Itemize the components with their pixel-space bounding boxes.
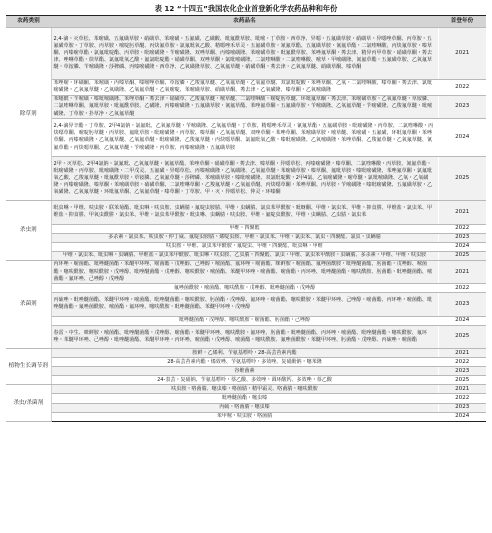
- category-cell: 杀虫剂: [6, 201, 51, 261]
- products-cell: 丙环唑・嘧菌酯、吡唑醚菌酯・苯醚甲环唑、嘧菌酯・戊唑醇、己唑醇・嘧菌酯、氟环唑・嘧菌酯、咪鲜胺・嘧菌酯、氟唑菌酰胺・吡唑醚菌酯、肟菌酯・戊唑醇、嘧菌酯・噻呋酰胺、噻呋酰胺・戊唑醇、吡唑醚菌酯・戊唑醇、噻呋酰胺・嘧菌酯、苯醚甲环唑・嘧菌酯、嘧菌酯・丙环唑、吡唑醚菌酯・噻呋酰胺、肟菌酯・吡唑醚菌酯、嘧菌酯・氟环唑、己唑醇・戊唑醇: [51, 260, 438, 283]
- table-row: [6, 242, 486, 251]
- category-cell: 除草剂: [6, 28, 51, 201]
- table-body: [6, 28, 486, 422]
- table-row: [6, 233, 486, 242]
- products-cell: 苯甲嘧・呋虫胺・咯菌腈: [51, 412, 438, 421]
- products-cell: 吡虫啉・甲维、呋虫胺・联苯菊酯、吡虫啉・呋虫胺、虫螨腈・氟啶虫胺腈、甲维・虫螨腈、氯虫苯甲酰胺・吡蚜酮、甲维・氯虫苯、甲维・抑食肼、甲维盐・氯虫苯、甲维盐・抑食肼、甲氧虫酰肼・氯虫苯、甲维・氯虫苯甲酰胺・吡虫啉、虫螨腈・呋虫胺、甲维・氟啶虫酰胺、甲维・虫螨腈、乙虫腈・氯虫苯: [51, 201, 438, 224]
- table-row: [6, 284, 486, 293]
- year-cell: 2022: [438, 284, 486, 293]
- year-cell: 2021: [438, 260, 486, 283]
- products-cell: 苯噻酰・苄嘧磺・嗪吡嘧磺隆、苯唑草酮・莠去津・硝磺草、乙羧氟草醚・嘧草醚、二氯喹啉酸・嘧啶肟草醚、环吡氟草酮・莠去津、苯嘧磺草胺・乙氧氟草醚・草铵膦、二氯喹啉草酮、氟吡草胺・吡氟酰草胺、乙磺隆、丙嗪嘧磺隆・五氟磺草胺・氰氟草酯、苯唑氟草酮・五氟磺草胺・苄嘧磺隆、乙氧氟草醚・苄嘧磺隆、乙羧氟草醚・吡嘧磺隆、丁草胺・扑草净・乙氧氟草醚: [51, 95, 438, 118]
- year-cell: 2025: [438, 376, 486, 385]
- table-row: [6, 119, 486, 157]
- table-row: [6, 251, 486, 260]
- table-row: [6, 156, 486, 201]
- year-cell: 2022: [438, 224, 486, 233]
- products-cell: 吡唑醚菌酯・噻虫嗪: [51, 394, 438, 403]
- year-cell: 2025: [438, 251, 486, 260]
- products-cell: 2,4-滴异辛酯・丁草胺、2甲4氯钠・氯氟吡、乙氧氟草醚・苄嘧磺隆、乙氧氟草醚・丁草胺、精噁唑禾草灵・氰氟草酯・五氟磺草胺・吡嘧磺隆・丙草胺、二氯喹啉酸・丙炔噁草酮、嘧啶肟草醚・丙草胺、氟吡草胺・吡嘧磺隆・丙草胺、嗪草酮・乙氧氟草醚、双唑草酮・苯唑草酮、苯嘧磺草胺・嘧草醚、苯嘧磺・五氟磺、环吡氟草酮・苯唑草酮、丙嗪嘧磺隆・乙氧氟草醚、乙氧氟草醚・吡嘧磺隆、乙羧氟草醚・丙炔噁草酮、氯氟吡氧乙酸・嗪吡嘧磺隆、乙氧嘧磺隆・苯唑草酮、乙羧氟草醚・乙氧氟草醚、氰氟草酯・丙炔噁草酮、乙氧氟草醚・苄嘧磺隆・丙草胺、丙嗪嘧磺隆・五氟磺草胺: [51, 119, 438, 157]
- products-cell: 呋虫胺・咯菌腈、噻虫嗪・咯菌腈・精甲霜灵、咯菌腈・噻呋酰胺: [51, 385, 438, 394]
- table-row: [6, 201, 486, 224]
- year-cell: 2023: [438, 233, 486, 242]
- year-cell: 2024: [438, 119, 486, 157]
- year-cell: 2024: [438, 242, 486, 251]
- products-cell: 多杀素・氯虫苯、呋虫胺・仲丁威、氟啶虫胺腈・烯啶虫胺、甲维・氯虫苯、甲维・氯虫苯、氯虫・四聚醛、氯虫・虫螨腈: [51, 233, 438, 242]
- table-row: [6, 403, 486, 412]
- table-row: [6, 367, 486, 376]
- table-row: [6, 394, 486, 403]
- products-cell: 春雷・中生、咪鲜胺・嘧菌酯、吡唑醚菌酯・戊唑醇、嘧菌酯・苯醚甲环唑、噻呋酰胺・氟环唑、肟菌酯・吡唑醚菌酯、丙环唑・嘧菌酯、吡唑醚菌酯・噻呋酰胺、氟环唑・苯醚甲环唑、己唑醇・吡唑醚菌酯、苯醚甲环唑・丙环唑、嘧菌酯・戊唑醇、嘧菌酯・噻呋酰胺、氟唑菌酰胺・苯醚甲环唑、肟菌酯・戊唑醇、丙硫唑・嘧菌酯: [51, 325, 438, 348]
- year-cell: 2025: [438, 325, 486, 348]
- pesticide-table: [6, 15, 486, 422]
- year-cell: 2021: [438, 349, 486, 358]
- table-row: [6, 260, 486, 283]
- products-cell: 28-高芸苔素内酯・烯效唑、苄氨基嘌呤・多效唑、复硝酚钠・噻苯隆: [51, 358, 438, 367]
- products-cell: 呋虫胺・甲维、氯虫苯甲酰胺・氟啶虫、甲维・四聚醛、吡虫啉・甲维: [51, 242, 438, 251]
- header-year: 首登年份: [438, 16, 486, 28]
- table-row: [6, 412, 486, 421]
- year-cell: 2023: [438, 403, 486, 412]
- products-cell: 2甲・灭草松、2甲4氯钠・氯氟吡、乙氧氟草醚・氰氟草酯、苯唑草酮・硝磺草酮・莠去津、嗪草酮・异噁草松、丙嗪嘧磺隆・嗪草酮、二氯喹啉酸・丙草胺、氰氟草酯・吡嘧磺隆・丙草胺、吡嘧磺隆・二甲戊灵、五氟磺・异噁草松、丙嗪嘧磺隆・乙氧磺隆、乙氧氟草醚・苯嘧磺草胺・嗪草酮、氟吡草胺・嗪吡嘧磺隆、苯唑氟草酮・氯氟吡氧乙酸、乙羧氟草醚・吡氟酰草胺・草铵膦、乙氧氟草醚・莎稗磷、苯嘧磺草胺・嗪吡嘧磺隆、双氯吡啶酸・2甲4氯、乙氧嘧磺隆・嘧草醚・氯吡嘧磺隆、乙氧・乙氧磺隆・丙嗪嘧磺隆、嗪草酮・苯嘧磺草胺・硝磺草酮、二氯喹啉草酮・乙羧氟草醚・乙氧氟草醚、丙炔噁草酮・苯唑草酮、丙草胺・苄嘧磺隆・嗪吡嘧磺隆、五氟磺草胺・乙氧磺隆、乙氧氟草醚・环吡氟草酮、乙氧氟草醚・嗪草酮・丁草胺、甲・灭・异噁草松、仲灵・环嗪酮: [51, 156, 438, 201]
- table-header-row: [6, 16, 486, 28]
- table-row: [6, 325, 486, 348]
- year-cell: 2025: [438, 156, 486, 201]
- products-cell: 胺鲜・乙烯利、苄氨基嘌呤・28-高芸苔素内酯: [51, 349, 438, 358]
- table-row: [6, 385, 486, 394]
- year-cell: 2022: [438, 79, 486, 95]
- products-cell: 氟唑菌酰胺・嘧菌酯、噻呋酰胺・戊唑醇、吡唑醚菌酯・戊唑醇: [51, 284, 438, 293]
- table-row: [6, 349, 486, 358]
- products-cell: 苯唑嘧・环磺酮、苯嘧磺・丙嗪草酮、嗪嘧唑草酮、草铵膦・乙羧氟草醚、乙氧氟草醚・乙氧氟草醚、双氯吡啶酸・苯唑草酮、乙氧・二氯喹啉酸、嗪草酮・莠去津、氯吡嘧磺隆・乙氧氟草醚・乙氧磺隆、乙氧氟草醚・乙氧嘧啶、苯嘧磺草胺、硝磺草酮、莠去津・乙氧磺隆、嗪草酮・乙氧嘧磺隆: [51, 79, 438, 95]
- header-products: 农药品名: [51, 16, 438, 28]
- products-cell: 丙硫・咯菌腈・噻虫嗪: [51, 403, 438, 412]
- year-cell: 2022: [438, 358, 486, 367]
- table-row: [6, 293, 486, 316]
- year-cell: 2024: [438, 412, 486, 421]
- products-cell: 甲维・四聚醛: [51, 224, 438, 233]
- products-cell: 甲维・氯虫苯、吡虫啉・虫螨腈、甲维盐・氯虫苯甲酰胺、吡虫啉・呋虫胺、乙虫腈・四聚醛、氯虫・甲维、氯虫苯甲酰胺・虫螨腈、多杀素・甲维、甲维・呋虫胺: [51, 251, 438, 260]
- category-cell: 植物生长调节剂: [6, 349, 51, 385]
- category-cell: 杀虫/杀菌剂: [6, 385, 51, 421]
- year-cell: 2021: [438, 385, 486, 394]
- products-cell: 谷维菌素: [51, 367, 438, 376]
- year-cell: 2022: [438, 394, 486, 403]
- table-caption: 表 12 “十四五”我国农化企业首登新化学农药品种和年份: [154, 4, 338, 13]
- table-row: [6, 316, 486, 325]
- products-cell: 2,4-滴・灭草松、苯嘧磺、五氟磺草胺・硝磺草、苯嘧磺・五氟磺、乙磺酸、吡氟酰草胺、吡嘧・丁草胺・西草净、异噁・五氟磺草胺・硝磺草・异噁唑草酮、丙草胺・五氟磺草胺・丁草胺、丙草胺・嘧啶肟草醚、丙炔氟草胺・氯氟吡氧乙酸、精噁唑禾草灵・五氟磺草胺・氰氟草酯、五氟磺草胺・氰氟草酯・二氯喹啉酸、丙炔氟草胺・嗪草酮、丙嗪嘧草酯・氯氟吡啶酯、丙草胺・吡嘧磺隆・苄嘧磺隆、双唑草酮、丙嗪嘧磺隆、苯嘧磺草胺・吡氟酰草胺、苯唑氟草酮・莠去津、精异丙甲草胺・硝磺草酮・莠去津、唑啉草酯・炔草酯、氯氟吡氧乙酸・氟氯吡啶酯・硝磺草酮、双唑草酮・氯吡嘧磺隆、二氯喹啉酸・二氯喹啉酸、嘧草・甲嘧磺隆、氰氟草酯・五氟磺草胺、乙氧氟草醚・草铵膦、苄嘧磺隆・莎稗磷、丙嗪嘧磺隆・西草净、乙氧磺隆草胺、乙氧氟草醚・硝磺草酮・莠去津・乙氧氟草醚、硝磺草酮、嗪草酮: [51, 28, 438, 80]
- products-cell: 丙硫唑・吡唑醚菌酯、苯醚甲环唑・嘧菌酯、吡唑醚菌酯・噻呋酰胺、肟菌酯・戊唑醇、氟环唑・嘧菌酯、噻呋酰胺・苯醚甲环唑、己唑醇・嘧菌酯、丙环唑・嘧菌酯、吡唑醚菌酯・氟唑菌酰胺、嘧菌酯・氟环唑、噻呋酰胺・吡唑醚菌酯、苯醚甲环唑・戊唑醇: [51, 293, 438, 316]
- table-row: [6, 79, 486, 95]
- category-cell: 杀菌剂: [6, 260, 51, 348]
- table-row: [6, 95, 486, 118]
- table-row: [6, 28, 486, 80]
- year-cell: 2021: [438, 28, 486, 80]
- year-cell: 2023: [438, 367, 486, 376]
- table-row: [6, 358, 486, 367]
- year-cell: 2023: [438, 95, 486, 118]
- year-cell: 2021: [438, 201, 486, 224]
- header-category: 农药类别: [6, 16, 51, 28]
- table-row: [6, 224, 486, 233]
- year-cell: 2023: [438, 293, 486, 316]
- table-row: [6, 376, 486, 385]
- products-cell: 24-表芸・复硝钠、苄氨基嘌呤・萘乙酸、多效唑・调环酸钙、多效唑・萘乙酸: [51, 376, 438, 385]
- year-cell: 2024: [438, 316, 486, 325]
- products-cell: 吡唑醚菌酯・戊唑醇、噻呋酰胺・嘧菌酯、肟菌酯・己唑醇: [51, 316, 438, 325]
